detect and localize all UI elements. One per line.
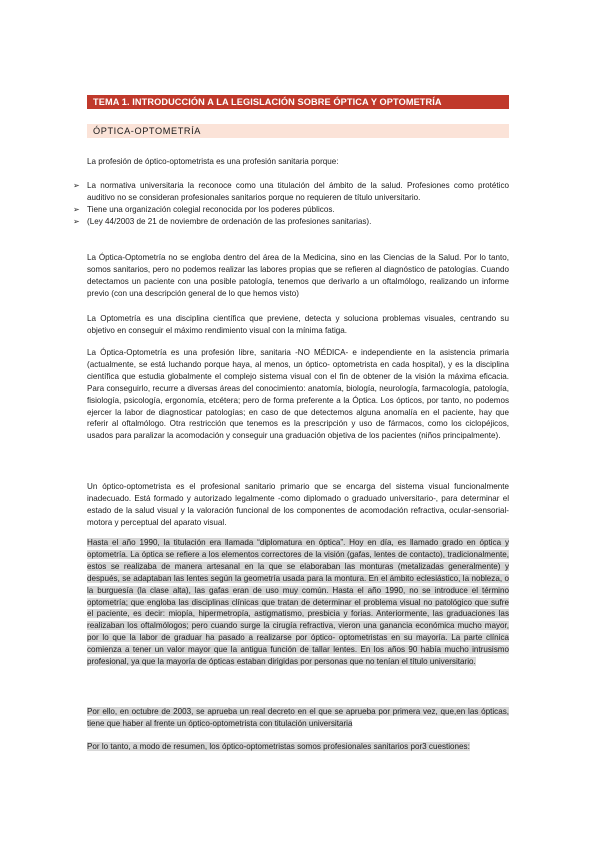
list-item: ➢ Tiene una organización colegial reconocida por los poderes públicos. [73, 204, 335, 214]
paragraph-ciencias-salud: La Óptica-Optometría no se engloba dentro del área de la Medicina, sino en las Ciencias de la Salud. Por lo tanto, somos sanitarios, pero no podemos realizar las labores propias que se refieren al diagnóstico de patologías. Cuando detectamos un paciente con una posible patología, tenemos que derivarlo a un oftalmólogo, realizando un informe previo (con una descripción general de lo que hemos visto) [87, 253, 509, 298]
paragraph-profesion-libre: La Óptica-Optometría es una profesión libre, sanitaria -NO MÉDICA- e independiente en la asistencia primaria (actualmente, se está luchando porque haya, al menos, un óptico- optometrista en cada hospital), y es la disciplina científica que estudia globalmente el complejo sistema visual con el fin de obtener de la visión la máxima eficacia. Para conseguirlo, recurre a diversas áreas del conocimiento: anatomía, biología, neurología, farmacología, patología, fisiología, psicología, ergonomía, etcétera; pero de forma preferente a la Óptica. Los ópticos, por tanto, no podemos ejercer la labor de diagnosticar patologías; en caso de que detectemos alguna anomalía en el paciente, hay que referir al oftalmólogo. Otra restricción que tenemos es la prescripción y uso de fármacos, como los ciclopéjicos, usados para paralizar la acomodación y conseguir una graduación objetiva de los pacientes (niños principalmente). [87, 348, 509, 441]
paragraph-profesional-sanitario: Un óptico-optometrista es el profesional sanitario primario que se encarga del sistema visual funcionalmente inadecuado. Está formado y autorizado legalmente -como diplomado o graduado universitario-, para determinar el estado de la salud visual y la valoración funcional de los componentes de acomodación refractiva, ocular-sensorial-motora y perceptual del aparato visual. [87, 482, 509, 527]
section-heading: TEMA 1. INTRODUCCIÓN A LA LEGISLACIÓN SOBRE ÓPTICA Y OPTOMETRÍA [87, 95, 509, 109]
bullet-list [73, 180, 509, 228]
arrow-right-icon: ➢ [73, 216, 80, 226]
paragraph-real-decreto: Por ello, en octubre de 2003, se aprueba un real decreto en el que se aprueba por primera vez, que,en las ópticas, tiene que haber al frente un óptico-optometrista con titulación universitaria [87, 707, 509, 728]
arrow-right-icon: ➢ [73, 181, 80, 190]
list-item: ➢ (Ley 44/2003 de 21 de noviembre de ordenación de las profesiones sanitarias). [73, 216, 372, 226]
paragraph-resumen: Por lo tanto, a modo de resumen, los óptico-optometristas somos profesionales sanitarios por3 cuestiones: [87, 742, 470, 751]
paragraph-historia-titulacion: Hasta el año 1990, la titulación era llamada “diplomatura en óptica”. Hoy en día, es llamado grado en óptica y optometría. La óptica se refiere a los elementos correctores de la visión (gafas, lentes de contacto), tradicionalmente, estos se realizaba de manera artesanal en la que se elaboraban las monturas (metalizadas generalmente) y después, se adaptaban las lentes según la geometría usada para la montura. En el ámbito eclesiástico, la nobleza, o la burguesía (la clase alta), las gafas eran de uso muy común. Hasta el año 1990, no se introduce el término optometría; que engloba las disciplinas clínicas que tratan de determinar el problema visual no patológico que sufre el paciente, es decir: miopía, hipermetropía, astigmatismo, presbicia y forias. Anteriormente, las graduaciones las realizaban los oftalmólogos; pero cuando surge la cirugía refractiva, vieron una ganancia económica mucho mayor, por lo que la labor de graduar ha pasado a realizarse por óptico- optometristas en su mayoría. La parte clínica comienza a tener un valor mayor que la antigua función de tallar lentes. En los años 90 había mucho intrusismo profesional, ya que la mayoría de ópticas estaban dirigidas por personas que no tenían el título universitario. [87, 538, 509, 667]
intro-paragraph: La profesión de óptico-optometrista es una profesión sanitaria porque: [87, 157, 339, 166]
subsection-heading: ÓPTICA-OPTOMETRÍA [87, 124, 509, 138]
arrow-right-icon: ➢ [73, 204, 80, 214]
paragraph-optometria-definicion: La Optometría es una disciplina científica que previene, detecta y soluciona problemas visuales, centrando su objetivo en conseguir el máximo rendimiento visual con la mínima fatiga. [87, 314, 509, 335]
list-item: ➢ La normativa universitaria la reconoce como una titulación del ámbito de la salud. Profesiones como protético auditivo no se consideran profesionales sanitarios porque no requieren de título universitario. [73, 181, 509, 202]
